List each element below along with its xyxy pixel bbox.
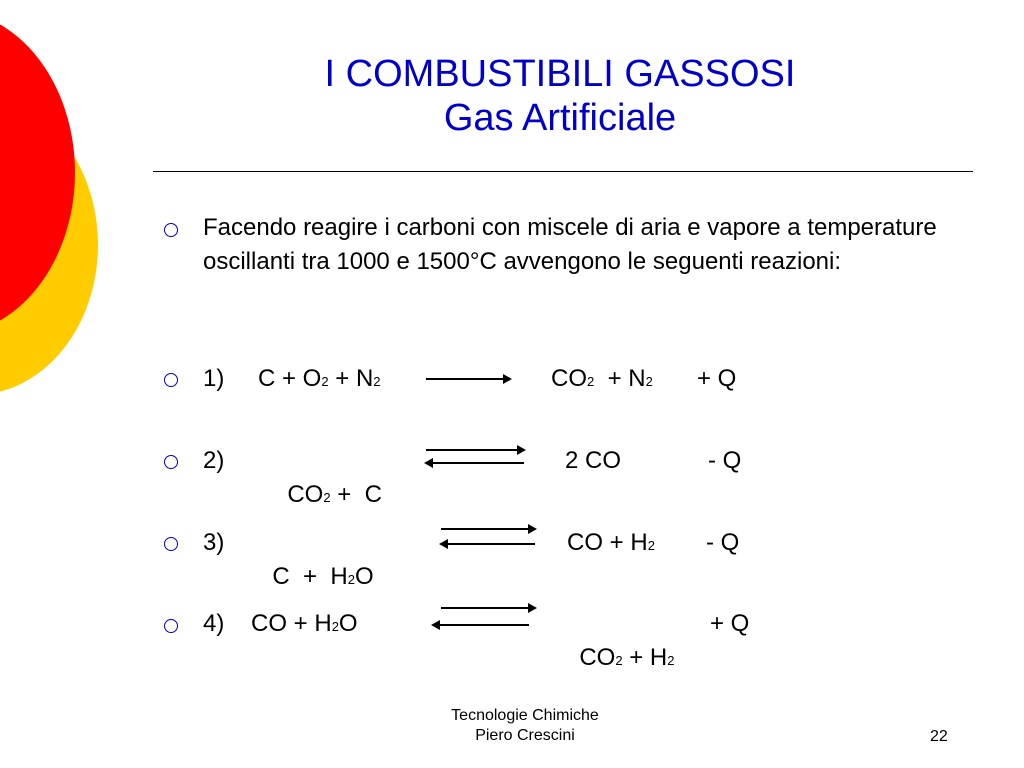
reaction-reactants: CO2 + C xyxy=(287,481,382,508)
reverse-arrow-icon xyxy=(426,462,524,464)
reverse-arrow-icon xyxy=(441,543,535,545)
title-divider xyxy=(153,171,973,172)
bullet-icon xyxy=(164,537,178,551)
reaction-products: CO2 + N2 xyxy=(551,365,653,392)
reaction-number: 1) xyxy=(203,365,225,392)
reaction-heat: + Q xyxy=(697,365,737,392)
reaction-products: 2 CO xyxy=(565,447,622,474)
forward-arrow-icon xyxy=(441,607,535,609)
forward-arrow-icon xyxy=(426,378,510,380)
page-number: 22 xyxy=(930,728,948,745)
forward-arrow-icon xyxy=(426,449,524,451)
bullet-icon xyxy=(164,223,178,237)
title-main: I COMBUSTIBILI GASSOSI xyxy=(324,53,796,95)
forward-arrow-icon xyxy=(441,528,535,530)
reaction-heat: + Q xyxy=(710,610,750,637)
intro-paragraph: Facendo reagire i carboni con miscele di aria e vapore a temperature oscillanti tra 1000 e 1500°C avvengono le seguenti reazioni: xyxy=(203,214,937,275)
reaction-heat: - Q xyxy=(708,447,742,474)
reaction-products: CO2 + H2 xyxy=(579,644,675,671)
bullet-icon xyxy=(164,619,178,633)
bullet-icon xyxy=(164,373,178,387)
slide-footer xyxy=(400,706,650,746)
slide-title xyxy=(140,52,980,140)
footer-course: Tecnologie Chimiche xyxy=(451,707,599,724)
bullet-icon xyxy=(164,455,178,469)
reaction-products: CO + H2 xyxy=(567,529,655,556)
reaction-number: 4) xyxy=(203,610,225,637)
reaction-number: 2) xyxy=(203,447,225,474)
reaction-heat: - Q xyxy=(706,529,740,556)
title-subtitle: Gas Artificiale xyxy=(443,97,677,139)
reaction-reactants: C + H2O xyxy=(272,563,374,590)
footer-author: Piero Crescini xyxy=(475,727,575,744)
reaction-reactants: CO + H2O xyxy=(251,610,358,637)
reverse-arrow-icon xyxy=(433,624,529,626)
reaction-reactants: C + O2 + N2 xyxy=(258,365,381,392)
reaction-number: 3) xyxy=(203,529,225,556)
